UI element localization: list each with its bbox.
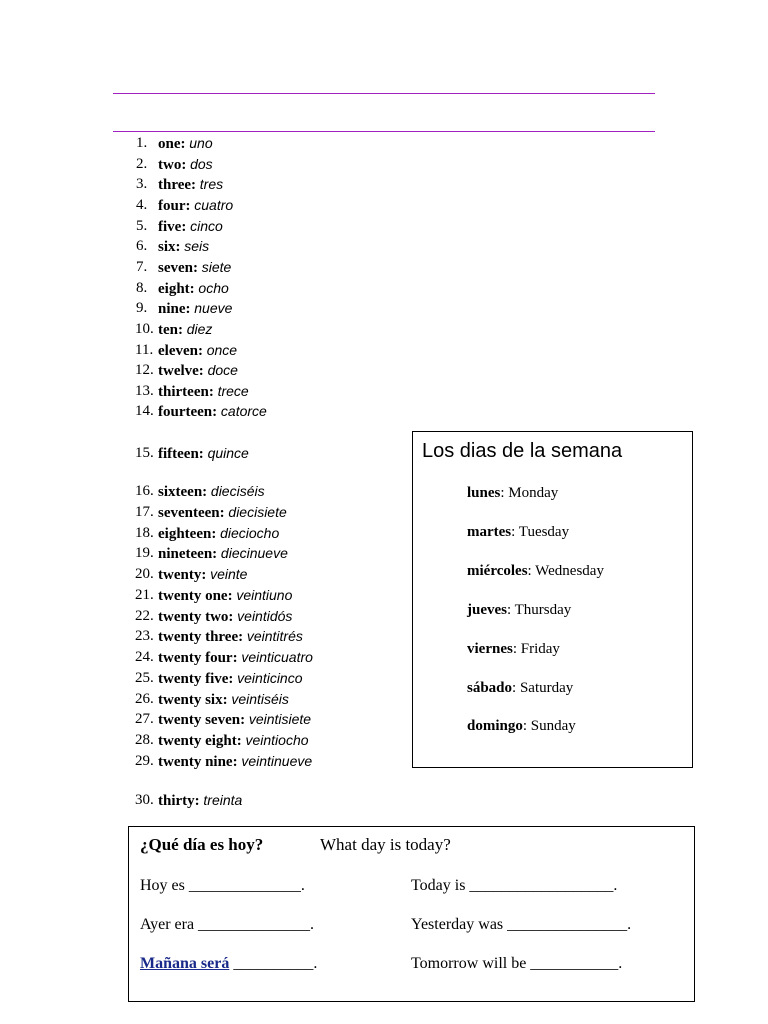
day-item [467,716,576,736]
item-english: nine: [158,301,191,318]
item-spanish: doce [207,362,238,379]
item-spanish: cinco [190,217,223,234]
item-english: twenty seven: [158,712,246,729]
question-en: What day is today? [320,835,451,854]
item-number: 19. [135,545,154,562]
item-english: twenty two: [158,608,234,625]
item-number: 2. [136,155,148,172]
day-english: : Thursday [507,601,572,618]
item-number: 17. [135,503,154,520]
item-english: seventeen: [158,504,225,521]
day-item [467,522,569,542]
item-english: thirteen: [158,383,214,400]
day-item [467,678,573,698]
day-spanish: martes [467,523,512,540]
item-english: three: [158,177,197,194]
tomorrow-line: Tomorrow will be ___________. [411,955,623,972]
item-english: twelve: [158,363,204,380]
item-number: 18. [135,524,154,541]
item-number: 12. [135,362,154,379]
item-number: 29. [135,752,154,769]
item-spanish: dieciocho [220,524,280,541]
item-english: twenty: [158,567,207,583]
item-spanish: diecisiete [228,503,287,520]
day-item [467,600,571,620]
item-text [158,626,303,647]
day-english: : Saturday [512,679,574,696]
item-spanish: dos [190,155,213,172]
manana-line [140,953,317,975]
item-number: 14. [135,403,154,420]
item-text [158,298,232,319]
item-text [158,154,213,175]
item-text [158,585,292,606]
item-spanish: veintiocho [245,732,309,748]
item-spanish: veintiséis [231,690,289,707]
item-english: fifteen: [158,446,204,462]
item-number: 30. [135,792,154,808]
item-text [158,195,233,216]
item-number: 21. [135,586,154,603]
item-number: 4. [136,196,148,213]
item-english: four: [158,197,191,214]
item-number: 28. [135,732,154,748]
item-english: nineteen: [158,546,218,563]
item-english: thirty: [158,793,200,809]
yesterday-line: Yesterday was _______________. [411,916,632,933]
item-english: one: [158,136,186,152]
item-number: 27. [135,711,154,728]
item-number: 3. [136,176,148,193]
days-title: Los dias de la semana [422,440,623,462]
item-number: 7. [136,258,148,275]
item-number: 6. [136,238,148,255]
item-text [158,174,223,195]
day-spanish: jueves [467,601,507,618]
item-text [158,790,242,811]
manana-blank: __________. [229,955,318,972]
item-number: 25. [135,669,154,686]
item-text [158,481,265,502]
question-es: ¿Qué día es hoy? [140,835,264,854]
item-english: sixteen: [158,484,208,500]
item-spanish: treinta [203,792,243,808]
item-text [158,606,292,627]
item-english: twenty eight: [158,733,242,749]
today-line: Today is __________________. [411,877,618,894]
item-english: twenty nine: [158,753,238,770]
item-number: 10. [135,320,154,337]
item-text [158,340,237,361]
day-spanish: lunes [467,485,501,501]
item-spanish: once [206,341,238,358]
item-number: 5. [136,217,148,234]
item-number: 22. [135,607,154,624]
item-text [158,751,312,772]
item-spanish: veintinueve [241,752,313,769]
item-english: eleven: [158,342,203,359]
item-number: 23. [135,628,154,645]
ayer-line: Ayer era ______________. [140,916,315,933]
item-english: twenty four: [158,650,238,666]
day-english: : Friday [512,640,560,657]
item-english: twenty five: [158,670,234,687]
question-row [140,834,263,857]
item-english: two: [158,156,187,173]
numbers-list [0,0,410,820]
day-spanish: viernes [467,640,513,657]
item-text [158,401,267,422]
item-spanish: veinticinco [237,669,303,686]
item-spanish: ocho [198,279,229,296]
day-spanish: sábado [467,679,513,696]
item-text [158,730,309,751]
item-spanish: cuatro [194,196,234,213]
item-spanish: nueve [194,300,233,317]
item-number: 16. [135,483,154,499]
item-number: 1. [136,135,148,151]
item-spanish: veintiuno [236,586,293,603]
day-item [467,561,604,581]
item-spanish: dieciséis [210,483,265,499]
item-number: 20. [135,566,154,582]
item-spanish: diez [186,320,213,337]
item-english: eighteen: [158,525,217,542]
item-text [158,502,287,523]
item-text [158,443,249,464]
item-spanish: uno [189,135,213,151]
item-english: five: [158,218,187,235]
item-number: 26. [135,690,154,707]
hoy-line: Hoy es ______________. [140,877,305,894]
item-text [158,257,231,278]
item-spanish: veinticuatro [241,649,313,665]
day-item [467,483,558,503]
days-of-week-box [412,431,693,768]
item-number: 13. [135,382,154,399]
item-text [158,319,212,340]
item-text [158,564,247,585]
item-text [158,543,288,564]
item-english: ten: [158,321,183,338]
day-english: : Sunday [522,718,576,735]
day-spanish: miércoles [467,562,528,579]
item-text [158,360,238,381]
item-text [158,523,279,544]
item-english: seven: [158,259,198,276]
manana-link[interactable]: Mañana será [140,955,230,972]
item-text [158,689,289,710]
item-text [158,236,209,257]
item-spanish: trece [217,382,249,399]
item-text [158,133,213,154]
item-number: 15. [135,445,154,461]
item-spanish: diecinueve [220,545,288,562]
day-english: : Tuesday [511,523,570,540]
item-english: fourteen: [158,404,218,421]
day-item [467,639,560,659]
item-spanish: tres [199,176,224,193]
item-number: 9. [136,300,148,317]
day-spanish: domingo [467,718,523,735]
item-spanish: veintidós [237,607,293,624]
item-english: eight: [158,280,195,297]
item-english: twenty three: [158,629,244,646]
item-spanish: quince [207,445,249,461]
item-spanish: catorce [220,403,267,420]
item-spanish: veintitrés [246,628,303,645]
item-english: twenty one: [158,587,233,604]
item-number: 11. [135,341,154,358]
item-spanish: seis [184,238,210,255]
item-english: six: [158,239,181,256]
item-text [158,709,311,730]
item-spanish: veinte [210,566,248,582]
item-text [158,647,313,668]
item-spanish: siete [201,258,232,275]
item-english: twenty six: [158,691,228,708]
item-spanish: veintisiete [248,711,312,728]
day-english: : Wednesday [527,562,604,579]
item-number: 24. [135,649,154,665]
item-text [158,381,249,402]
item-text [158,278,229,299]
item-text [158,216,223,237]
what-day-box [128,826,695,1002]
item-number: 8. [136,279,148,296]
day-english: : Monday [500,485,559,501]
item-text [158,668,303,689]
question-row-en [320,834,451,857]
